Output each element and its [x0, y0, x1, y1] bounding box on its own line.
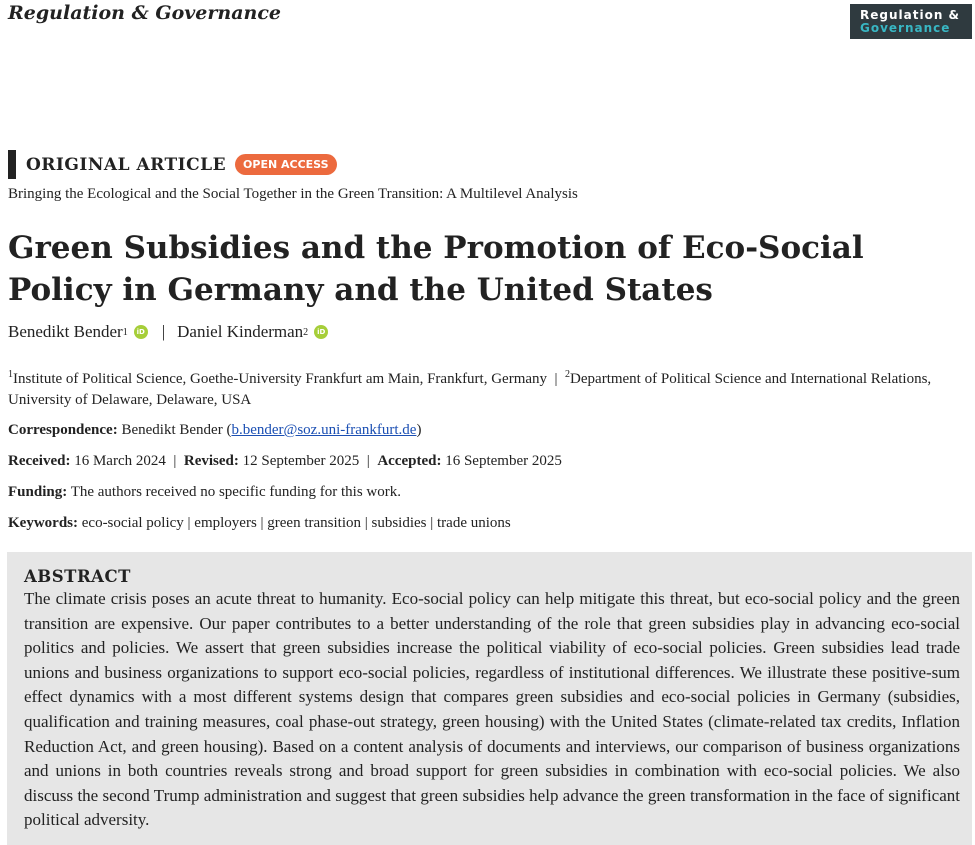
funding: [8, 484, 401, 501]
article-title: Green Subsidies and the Promotion of Eco-Social Policy in Germany and the United States: [8, 230, 864, 308]
article-dates: [8, 453, 562, 470]
correspondence-email-link[interactable]: b.bender@soz.uni-frankfurt.de: [231, 422, 417, 438]
article-type-bar: [8, 150, 16, 179]
funding-text: The authors received no specific funding for this work.: [70, 484, 402, 500]
affiliation-separator: |: [554, 371, 558, 387]
article-type-row: [8, 150, 337, 179]
logo-line-2: Governance: [860, 21, 951, 35]
correspondence: Correspondence: Benedikt Bender (b.bender@soz.uni-frankfurt.de): [8, 422, 422, 438]
author-affiliation-sup: 1: [122, 326, 128, 338]
keywords: [8, 515, 511, 532]
affiliation-1: Institute of Political Science, Goethe-University Frankfurt am Main, Frankfurt, Germany: [13, 371, 548, 387]
author-name[interactable]: Daniel Kinderman: [177, 322, 304, 341]
abstract-heading: ABSTRACT: [24, 567, 131, 586]
affiliation-sup: 2: [565, 369, 571, 380]
journal-logo[interactable]: [850, 4, 972, 39]
date-separator: |: [173, 453, 177, 469]
received-label: Received:: [8, 453, 71, 469]
correspondence-name: Benedikt Bender: [121, 422, 223, 438]
article-type-label: ORIGINAL ARTICLE: [26, 154, 227, 175]
open-access-badge: OPEN ACCESS: [235, 154, 337, 175]
funding-label: Funding:: [8, 484, 68, 500]
received-date: 16 March 2024: [74, 453, 166, 469]
orcid-icon[interactable]: iD: [134, 325, 148, 339]
logo-line-1: Regulation &: [860, 8, 961, 22]
accepted-date: 16 September 2025: [445, 453, 562, 469]
journal-title[interactable]: Regulation & Governance: [8, 2, 282, 24]
date-separator: |: [366, 453, 370, 469]
author-separator: |: [161, 322, 166, 341]
keywords-text: eco-social policy | employers | green transition | subsidies | trade unions: [81, 515, 511, 531]
accepted-label: Accepted:: [377, 453, 442, 469]
revised-label: Revised:: [183, 453, 239, 469]
author-list: [8, 322, 328, 342]
affiliation-2: Department of Political Science and International Relations, University of Delaware, Delaware, USA: [8, 371, 932, 408]
series-title: Bringing the Ecological and the Social Together in the Green Transition: A Multilevel Analysis: [8, 186, 578, 202]
author-name[interactable]: Benedikt Bender: [8, 322, 123, 341]
author-affiliation-sup: 2: [303, 326, 309, 338]
abstract-box: [7, 552, 972, 845]
correspondence-label: Correspondence:: [8, 422, 118, 438]
affiliation-sup: 1: [8, 369, 13, 380]
abstract-text: The climate crisis poses an acute threat to humanity. Eco-social policy can help mitigate this threat, but eco-social policy and the green transition are expensive. Our paper contributes to a better understanding of the role that green subsidies play in advancing eco-social politics and policies. We assert that green subsidies increase the political viability of eco-social policies. Green subsidies lead trade unions and business organizations to support eco-social policies, regardless of institutional differences. We illustrate these positive-sum effect dynamics with a most different systems design that compares green subsidies and eco-social policies in Germany (subsidies, qualification and training measures, coal phase-out strategy, green housing) with the United States (climate-related tax credits, Inflation Reduction Act, and green housing). Based on a content analysis of documents and interviews, our comparison of business organizations and unions in both countries reveals strong and broad support for green subsidies in combination with eco-social policies. We also discuss the second Trump administration and suggest that green subsidies help advance the green transformation in the face of significant political adversity.: [24, 589, 960, 830]
orcid-icon[interactable]: iD: [314, 325, 328, 339]
keywords-label: Keywords:: [8, 515, 78, 531]
revised-date: 12 September 2025: [242, 453, 360, 469]
affiliations: [8, 364, 970, 411]
